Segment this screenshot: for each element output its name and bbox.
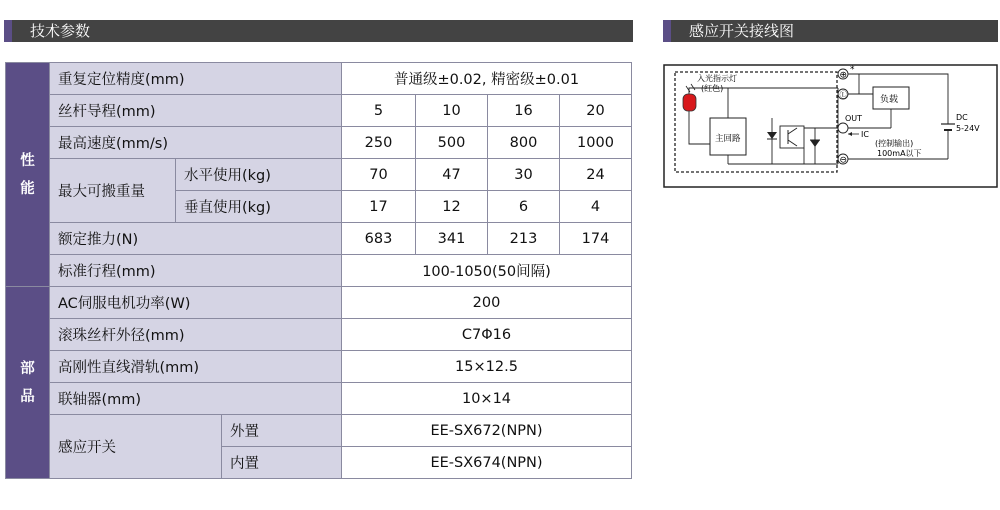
cell-value: 10 bbox=[416, 95, 488, 127]
cell-value: 800 bbox=[488, 127, 560, 159]
cell-value: 200 bbox=[342, 287, 632, 319]
lamp-label: 入光指示灯 bbox=[697, 74, 737, 83]
cell-value: EE-SX672(NPN) bbox=[342, 415, 632, 447]
cell-value: 1000 bbox=[560, 127, 632, 159]
terminal-plus-label: ⊕ bbox=[839, 70, 848, 81]
section-header-title: 技术参数 bbox=[30, 22, 91, 40]
cell-value: 70 bbox=[342, 159, 416, 191]
section-header-tech-params bbox=[4, 20, 633, 42]
cell-value: 500 bbox=[416, 127, 488, 159]
row-label: 重复定位精度(mm) bbox=[50, 63, 342, 95]
table-row bbox=[6, 415, 632, 447]
cell-value: 6 bbox=[488, 191, 560, 223]
cell-value: 213 bbox=[488, 223, 560, 255]
section-label-performance: 性 能 bbox=[6, 63, 50, 287]
cell-value: EE-SX674(NPN) bbox=[342, 447, 632, 479]
row-label: 最大可搬重量 bbox=[50, 159, 176, 223]
terminal-star: * bbox=[850, 65, 855, 75]
cell-value: 15×12.5 bbox=[342, 351, 632, 383]
section-label-parts: 部 品 bbox=[6, 287, 50, 479]
cell-value: 普通级±0.02, 精密级±0.01 bbox=[342, 63, 632, 95]
cell-value: 16 bbox=[488, 95, 560, 127]
cell-value: 174 bbox=[560, 223, 632, 255]
control-output-label: (控制输出) bbox=[875, 139, 914, 148]
cell-value: 5 bbox=[342, 95, 416, 127]
row-sublabel: 内置 bbox=[222, 447, 342, 479]
table-row bbox=[6, 319, 632, 351]
table-row bbox=[6, 63, 632, 95]
section-header-wiring bbox=[663, 20, 998, 42]
row-sublabel: 水平使用(kg) bbox=[176, 159, 342, 191]
table-row bbox=[6, 159, 632, 191]
cell-value: 341 bbox=[416, 223, 488, 255]
table-row bbox=[6, 287, 632, 319]
cell-value: 17 bbox=[342, 191, 416, 223]
section-header-title: 感应开关接线图 bbox=[689, 22, 795, 40]
header-accent-bar bbox=[4, 20, 12, 42]
terminal-minus-label: ⊖ bbox=[839, 155, 848, 166]
out-label: OUT bbox=[845, 114, 863, 123]
row-label: 感应开关 bbox=[50, 415, 222, 479]
row-label: 额定推力(N) bbox=[50, 223, 342, 255]
table-row bbox=[6, 351, 632, 383]
cell-value: 250 bbox=[342, 127, 416, 159]
row-label: 高刚性直线滑轨(mm) bbox=[50, 351, 342, 383]
row-label: AC伺服电机功率(W) bbox=[50, 287, 342, 319]
table-row bbox=[6, 223, 632, 255]
table-row bbox=[6, 255, 632, 287]
cell-value: 683 bbox=[342, 223, 416, 255]
row-label: 标准行程(mm) bbox=[50, 255, 342, 287]
control-output-limit: 100mA以下 bbox=[877, 149, 922, 158]
row-sublabel: 外置 bbox=[222, 415, 342, 447]
terminal-out-icon bbox=[838, 123, 848, 133]
cell-value: 24 bbox=[560, 159, 632, 191]
spec-table bbox=[5, 62, 632, 479]
load-label: 负载 bbox=[880, 95, 899, 105]
table-row bbox=[6, 95, 632, 127]
cell-value: 47 bbox=[416, 159, 488, 191]
dc-voltage: 5-24V bbox=[956, 124, 980, 133]
row-label: 丝杆导程(mm) bbox=[50, 95, 342, 127]
row-sublabel: 垂直使用(kg) bbox=[176, 191, 342, 223]
cell-value: 4 bbox=[560, 191, 632, 223]
row-label: 联轴器(mm) bbox=[50, 383, 342, 415]
header-accent-bar bbox=[663, 20, 671, 42]
cell-value: 100-1050(50间隔) bbox=[342, 255, 632, 287]
lamp-icon bbox=[683, 94, 696, 111]
cell-value: 12 bbox=[416, 191, 488, 223]
row-label: 最高速度(mm/s) bbox=[50, 127, 342, 159]
cell-value: 10×14 bbox=[342, 383, 632, 415]
wiring-diagram bbox=[663, 64, 998, 189]
cell-value: 20 bbox=[560, 95, 632, 127]
cell-value: C7Φ16 bbox=[342, 319, 632, 351]
table-row bbox=[6, 127, 632, 159]
lamp-label-color: (红色) bbox=[701, 84, 724, 93]
dc-label: DC bbox=[956, 113, 968, 122]
main-circuit-label: 主回路 bbox=[715, 134, 741, 144]
row-label: 滚珠丝杆外径(mm) bbox=[50, 319, 342, 351]
terminal-l-label: Ⓛ bbox=[839, 90, 848, 100]
table-row bbox=[6, 383, 632, 415]
cell-value: 30 bbox=[488, 159, 560, 191]
ic-label: IC bbox=[861, 130, 869, 139]
